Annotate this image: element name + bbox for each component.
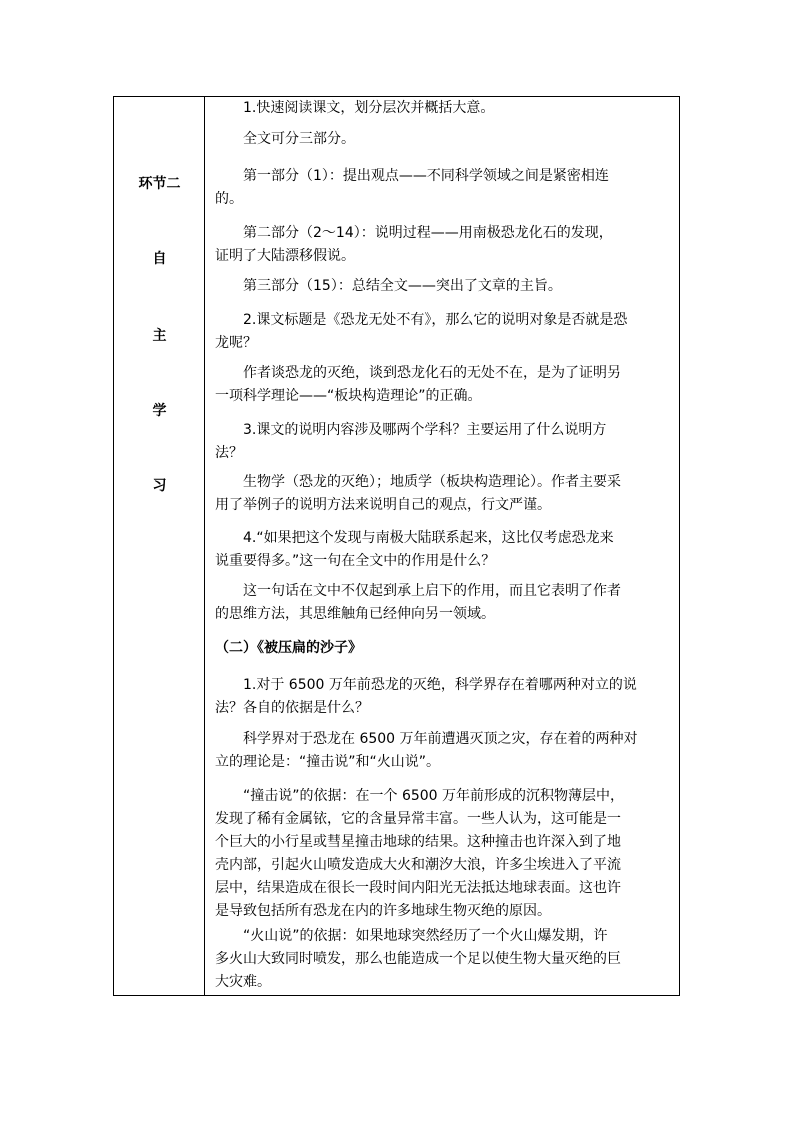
answer-1-part-3: 第三部分（15）：总结全文——突出了文章的主旨。 — [243, 278, 562, 294]
answer-1-part-2: 第二部分（2～14）：说明过程——用南极恐龙化石的发现， 证明了大陆漂移假说。 — [215, 225, 613, 264]
section-2-title: （二）《被压扁的沙子》 — [215, 640, 362, 656]
section-2-answer-intro: 科学界对于恐龙在 6500 万年前遭遇灭顶之灾，存在着的两种对 立的理论是：“撞击说”和“火山说”。 — [215, 731, 638, 770]
stage-char-4: 习 — [152, 478, 167, 494]
stage-char-1: 自 — [152, 251, 167, 267]
question-1: 1.快速阅读课文，划分层次并概括大意。 — [243, 100, 495, 116]
stage-label: 环节二 — [138, 176, 181, 192]
answer-1-part-1: 第一部分（1）：提出观点——不同科学领域之间是紧密相连 的。 — [215, 168, 609, 207]
stage-label-column — [114, 97, 205, 995]
question-2: 2.课文标题是《恐龙无处不有》，那么它的说明对象是否就是恐 龙呢？ — [215, 312, 628, 351]
question-4: 4.“如果把这个发现与南极大陆联系起来，这比仅考虑恐龙来 说重要得多。”这一句在全文中的作用是什么？ — [215, 530, 614, 569]
stage-char-3: 学 — [152, 403, 167, 419]
impact-theory-evidence: “撞击说”的依据：在一个 6500 万年前形成的沉积物薄层中， 发现了稀有金属铱，它的含量异常丰富。一些人认为，这可能是一 个巨大的小行星或彗星撞击地球的结果。这种撞击也许深入到了地 壳内部，引起火山喷发造成大火和潮汐大浪，许多尘埃进入了平流 层中，结果造成在很长一段时间内阳光无法抵达地球表面。这也许 是导致包括所有恐龙在内的许多地球生物灭绝的原因。 — [215, 788, 625, 919]
section-2-question-1: 1.对于 6500 万年前恐龙的灭绝，科学界存在着哪两种对立的说 法？各自的依据是什么？ — [215, 677, 637, 716]
stage-char-2: 主 — [152, 328, 167, 344]
answer-1-intro: 全文可分三部分。 — [243, 131, 355, 147]
answer-2: 作者谈恐龙的灭绝，谈到恐龙化石的无处不在，是为了证明另 一项科学理论——“板块构造理论”的正确。 — [215, 365, 621, 404]
volcano-theory-evidence: “火山说”的依据：如果地球突然经历了一个火山爆发期，许 多火山大致同时喷发，那么也能造成一个足以使生物大量灭绝的巨 大灾难。 — [215, 928, 621, 990]
answer-4: 这一句话在文中不仅起到承上启下的作用，而且它表明了作者 的思维方法，其思维触角已经伸向另一领域。 — [215, 583, 621, 622]
lesson-table — [113, 96, 680, 996]
answer-3: 生物学（恐龙的灭绝）；地质学（板块构造理论）。作者主要采 用了举例子的说明方法来说明自己的观点，行文严谨。 — [215, 474, 621, 513]
question-3: 3.课文的说明内容涉及哪两个学科？主要运用了什么说明方 法？ — [215, 422, 607, 461]
content-column — [205, 97, 679, 995]
